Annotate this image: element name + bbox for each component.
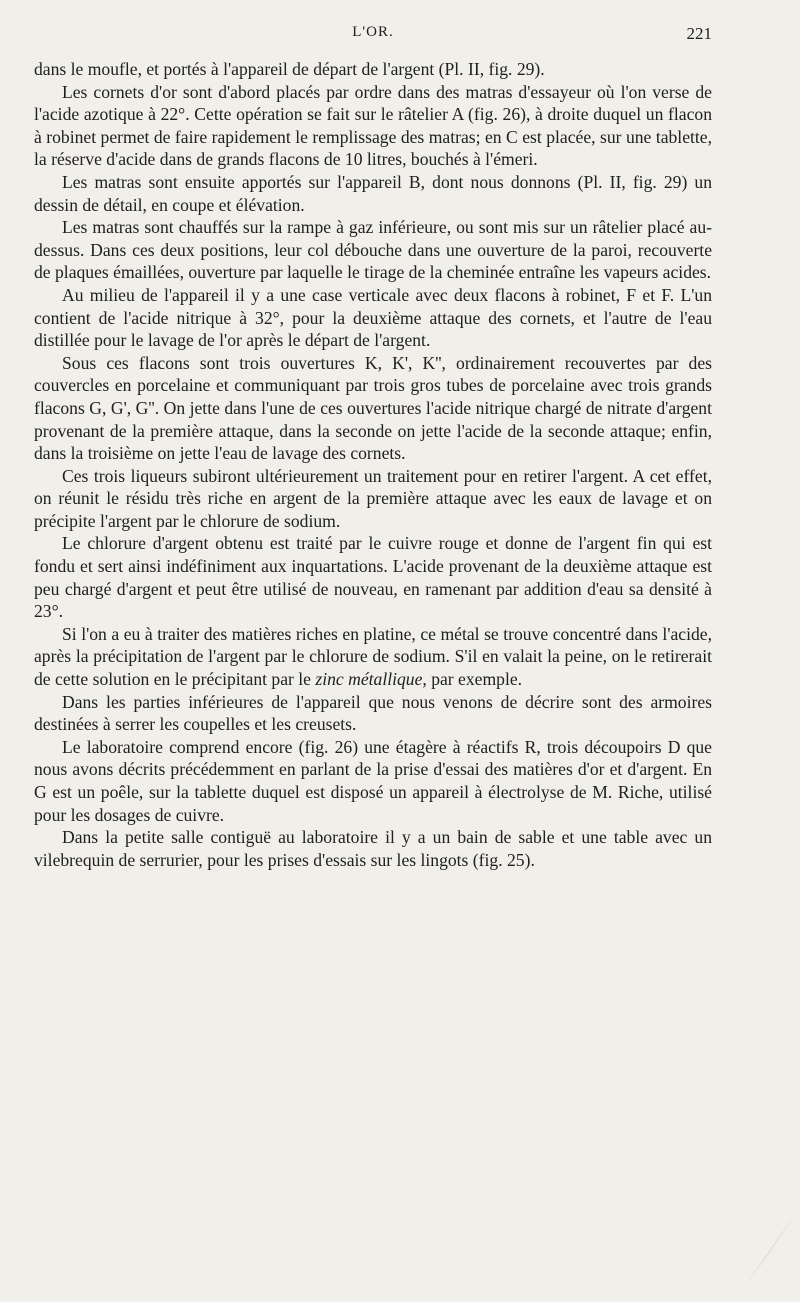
paragraph-9-text: Si l'on a eu à traiter des matières riches en platine, ce métal se trouve concentré dans l'acide, après la précipitation de l'argent par le chlorure de sodium. S'il en valait la peine, on le retirerait de cette solution en le précipitant par le bbox=[34, 623, 712, 690]
paragraph-9 bbox=[34, 623, 712, 691]
paragraph-10: Dans les parties inférieures de l'appareil que nous venons de décrire sont des armoires destinées à serrer les coupelles et les creusets. bbox=[34, 691, 712, 735]
paragraph-11: Le laboratoire comprend encore (fig. 26) une étagère à réactifs R, trois découpoirs D que nous avons décrits précédemment en parlant de la prise d'essai des matières d'or et d'argent. En G est un poêle, sur la tablette duquel est disposé un appareil à électrolyse de M. Riche, utilisé pour les dosages de cuivre. bbox=[34, 736, 712, 825]
paragraph-6: Sous ces flacons sont trois ouvertures K, K', K'', ordinairement recouvertes par des couvercles en porcelaine et communiquant par trois gros tubes de porcelaine avec trois grands flacons G, G', G''. On jette dans l'une de ces ouvertures l'acide nitrique chargé de nitrate d'argent provenant de la première attaque, dans la seconde on jette l'acide de la seconde attaque; enfin, dans la troisième on jette l'eau de lavage des cornets. bbox=[34, 352, 712, 464]
running-head bbox=[34, 22, 712, 46]
paragraph-3: Les matras sont ensuite apportés sur l'appareil B, dont nous donnons (Pl. II, fig. 29) un dessin de détail, en coupe et élévation. bbox=[34, 171, 712, 215]
paragraph-8: Le chlorure d'argent obtenu est traité par le cuivre rouge et donne de l'argent fin qui est fondu et sert ainsi indéfiniment aux inquartations. L'acide provenant de la deuxième attaque est peu chargé d'argent et peut être utilisé de nouveau, en ramenant par addition d'eau sa densité à 23°. bbox=[34, 533, 712, 622]
italic-term: zinc métallique, bbox=[315, 669, 427, 690]
paragraph-5: Au milieu de l'appareil il y a une case verticale avec deux flacons à robinet, F et F. L'un contient de l'acide nitrique à 32°, pour la deuxième attaque des cornets, et l'autre de l'eau distillée pour le lavage de l'or après le départ de l'argent. bbox=[34, 284, 712, 351]
paragraph-1: dans le moufle, et portés à l'appareil de départ de l'argent (Pl. II, fig. 29). bbox=[34, 59, 545, 79]
running-title: L'OR. bbox=[352, 24, 394, 40]
paragraph-4: Les matras sont chauffés sur la rampe à gaz inférieure, ou sont mis sur un râtelier placé au-dessus. Dans ces deux positions, leur col débouche dans une ouverture de la paroi, recouverte de plaques émaillées, ouverture par laquelle le tirage de la cheminée entraîne les vapeurs acides. bbox=[34, 217, 712, 283]
paragraph-7: Ces trois liqueurs subiront ultérieurement un traitement pour en retirer l'argent. A cet effet, on réunit le résidu très riche en argent de la première attaque avec les eaux de lavage et on précipite l'argent par le chlorure de sodium. bbox=[34, 465, 712, 531]
page-number: 221 bbox=[686, 24, 712, 43]
paragraph-12: Dans la petite salle contiguë au laboratoire il y a un bain de sable et une table avec un vilebrequin de serrurier, pour les prises d'essais sur les lingots (fig. 25). bbox=[34, 827, 712, 870]
paragraph-2: Les cornets d'or sont d'abord placés par ordre dans des matras d'essayeur où l'on verse de l'acide azotique à 22°. Cette opération se fait sur le râtelier A (fig. 26), à droite duquel un flacon à robinet permet de faire rapidement le remplissage des matras; en C est placée, sur une tablette, la réserve d'acide dans de grands flacons de 10 litres, bouchés à l'émeri. bbox=[34, 81, 712, 170]
paper-crease bbox=[741, 1209, 799, 1291]
paragraph-9-end: par exemple. bbox=[426, 669, 523, 690]
body-text bbox=[34, 58, 712, 871]
